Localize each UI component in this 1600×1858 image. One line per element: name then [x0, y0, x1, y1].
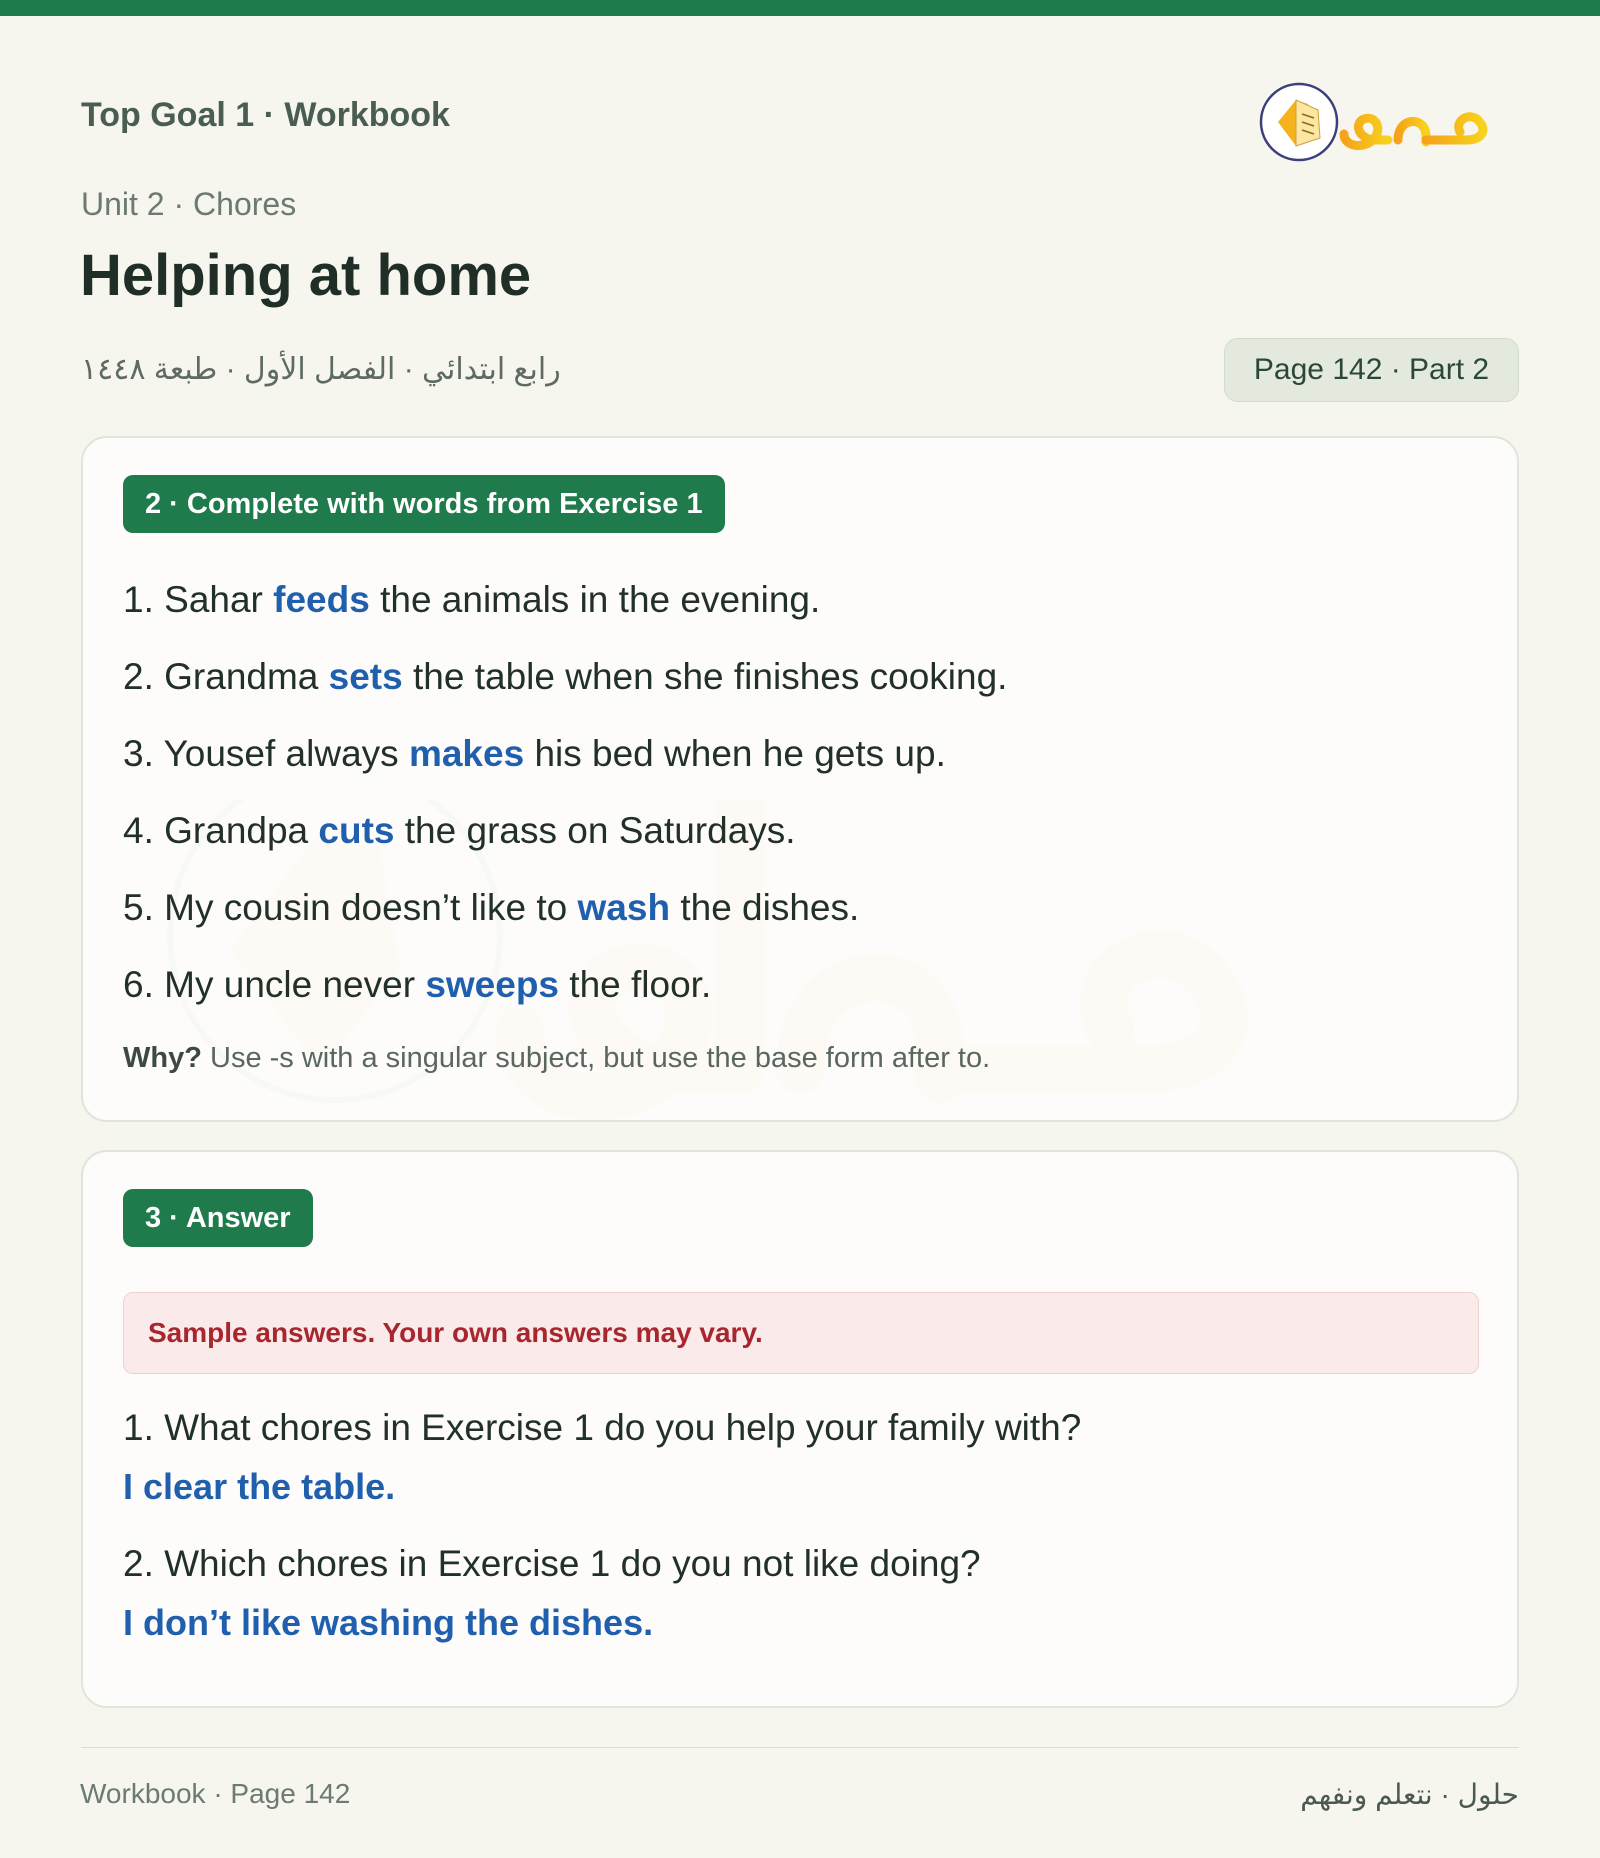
why-text: Use -s with a singular subject, but use the base form after to.	[210, 1042, 991, 1074]
answer-word: feeds	[273, 579, 370, 620]
exercise-2-list	[123, 578, 1483, 1040]
sample-answers-note: Sample answers. Your own answers may vary.	[123, 1292, 1479, 1374]
list-item: 6. My uncle never sweeps the floor.	[123, 964, 712, 1005]
exercise-3-card	[81, 1150, 1519, 1708]
unit-label: Unit 2 · Chores	[81, 186, 297, 222]
answer-word: makes	[408, 733, 525, 774]
top-accent-bar	[0, 0, 1600, 16]
question-text: 2. Which chores in Exercise 1 do you not like doing?	[123, 1543, 981, 1584]
question-answer-pair	[123, 1406, 1483, 1509]
grade-term-edition: رابع ابتدائي · الفصل الأول · طبعة ١٤٤٨	[81, 353, 561, 386]
site-logo	[1256, 64, 1506, 168]
logo-wordmark	[1344, 74, 1483, 146]
question-text: 1. What chores in Exercise 1 do you help your family with?	[123, 1407, 1082, 1448]
footer-page-label: Workbook · Page 142	[80, 1778, 351, 1809]
why-label: Why?	[123, 1042, 202, 1074]
answer-text: I clear the table.	[123, 1466, 396, 1507]
question-answer-pair	[123, 1542, 1483, 1645]
answer-word: wash	[577, 887, 671, 928]
list-item: 3. Yousef always makes his bed when he gets up.	[123, 733, 946, 774]
answer-word: sets	[328, 656, 403, 697]
list-item: 5. My cousin doesn’t like to wash the dishes.	[123, 887, 860, 928]
exercise-2-badge: 2 · Complete with words from Exercise 1	[123, 475, 725, 533]
series-title: Top Goal 1 · Workbook	[81, 96, 450, 134]
list-item: 2. Grandma sets the table when she finishes cooking.	[123, 656, 1008, 697]
exercise-3-badge: 3 · Answer	[123, 1189, 313, 1247]
answer-word: cuts	[318, 810, 395, 851]
answer-text: I don’t like washing the dishes.	[123, 1602, 654, 1643]
exercise-2-card	[81, 436, 1519, 1122]
book-logo-icon	[1261, 84, 1337, 160]
answer-word: sweeps	[425, 964, 560, 1005]
footer-tagline: حلول · نتعلم ونفهم	[1300, 1779, 1519, 1810]
page-part-badge: Page 142 · Part 2	[1224, 338, 1519, 402]
grammar-explanation	[123, 1042, 990, 1075]
page-title: Helping at home	[80, 243, 532, 308]
list-item: 1. Sahar feeds the animals in the evening.	[123, 579, 821, 620]
list-item: 4. Grandpa cuts the grass on Saturdays.	[123, 810, 796, 851]
footer-divider	[81, 1747, 1519, 1748]
